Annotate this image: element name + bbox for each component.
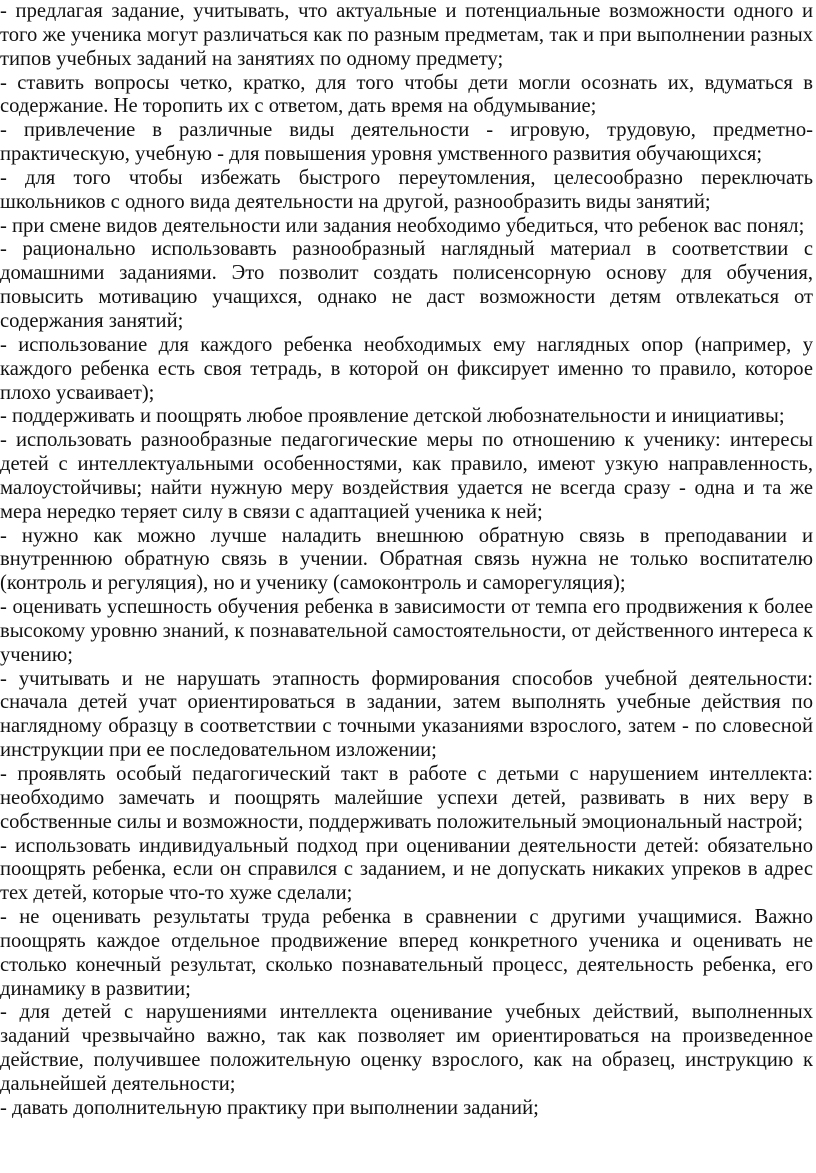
paragraph-10: - нужно как можно лучше наладить внешнюю обратную связь в преподавании и внутреннюю обратную связь в учении. Обратная связь нужна не только воспитателю (контроль и регуляция), но и ученику (самоконтроль и саморегуляция); [0,524,813,595]
paragraph-6: - рационально использовавть разнообразный наглядный материал в соответствии с домашними заданиями. Это позволит создать полисенсорную основу для обучения, повысить мотивацию учащихся, однако не даст возможности детям отвлекаться от содержания занятий; [0,238,813,332]
paragraph-3: - привлечение в различные виды деятельности - игровую, трудовую, предметно-практическую, учебную - для повышения уровня умственного развития обучающихся; [0,119,813,166]
paragraph-9: - использовать разнообразные педагогические меры по отношению к ученику: интересы детей с интеллектуальными особенностями, как правило, имеют узкую направленность, малоустойчивы; найти нужную меру воздействия удается не всегда сразу - одна и та же мера нередко теряет силу в связи с адаптацией ученика к ней; [0,429,813,523]
paragraph-7: - использование для каждого ребенка необходимых ему наглядных опор (например, у каждого ребенка есть своя тетрадь, в которой он фиксирует именно то правило, которое плохо усваивает); [0,333,813,404]
paragraph-17: - давать дополнительную практику при выполнении заданий; [0,1096,539,1119]
paragraph-2: - ставить вопросы четко, кратко, для того чтобы дети могли осознать их, вдуматься в содержание. Не торопить их с ответом, дать время на обдумывание; [0,71,813,118]
paragraph-13: - проявлять особый педагогический такт в работе с детьми с нарушением интеллекта: необходимо замечать и поощрять малейшие успехи детей, развивать в них веру в собственные силы и возможности, поддерживать положительный эмоциональный настрой; [0,763,813,833]
paragraph-5: - при смене видов деятельности или задания необходимо убедиться, что ребенок вас понял; [0,214,805,237]
paragraph-4: - для того чтобы избежать быстрого переутомления, целесообразно переключать школьников с одного вида деятельности на другой, разнообразить виды занятий; [0,166,813,213]
paragraph-11: - оценивать успешность обучения ребенка в зависимости от темпа его продвижения к более высокому уровню знаний, к познавательной самостоятельности, от действенного интереса к учению; [0,596,813,666]
paragraph-16: - для детей с нарушениями интеллекта оценивание учебных действий, выполненных заданий чрезвычайно важно, так как позволяет им ориентироваться на произведенное действие, получившее положительную оценку взрослого, как на образец, инструкцию к дальнейшей деятельности; [0,1001,813,1095]
paragraph-15: - не оценивать результаты труда ребенка в сравнении с другими учащимися. Важно поощрять каждое отдельное продвижение вперед конкретного ученика и оценивать не столько конечный результат, сколько познавательный процесс, деятельность ребенка, его динамику в развитии; [0,906,813,1000]
paragraph-12: - учитывать и не нарушать этапность формирования способов учебной деятельности: сначала детей учат ориентироваться в задании, затем выполнять учебные действия по наглядному образцу в соответствии с точными указаниями взрослого, затем - по словесной инструкции при ее последовательном изложении; [0,667,813,762]
paragraph-1: - предлагая задание, учитывать, что актуальные и потенциальные возможности одного и того же ученика могут различаться как по разным предметам, так и при выполнении разных типов учебных заданий на занятиях по одному предмету; [0,0,813,70]
paragraph-14: - использовать индивидуальный подход при оценивании деятельности детей: обязательно поощрять ребенка, если он справился с заданием, и не допускать никаких упреков в адрес тех детей, которые что-то хуже сделали; [0,834,813,905]
paragraph-8: - поддерживать и поощрять любое проявление детской любознательности и инициативы; [0,405,785,428]
